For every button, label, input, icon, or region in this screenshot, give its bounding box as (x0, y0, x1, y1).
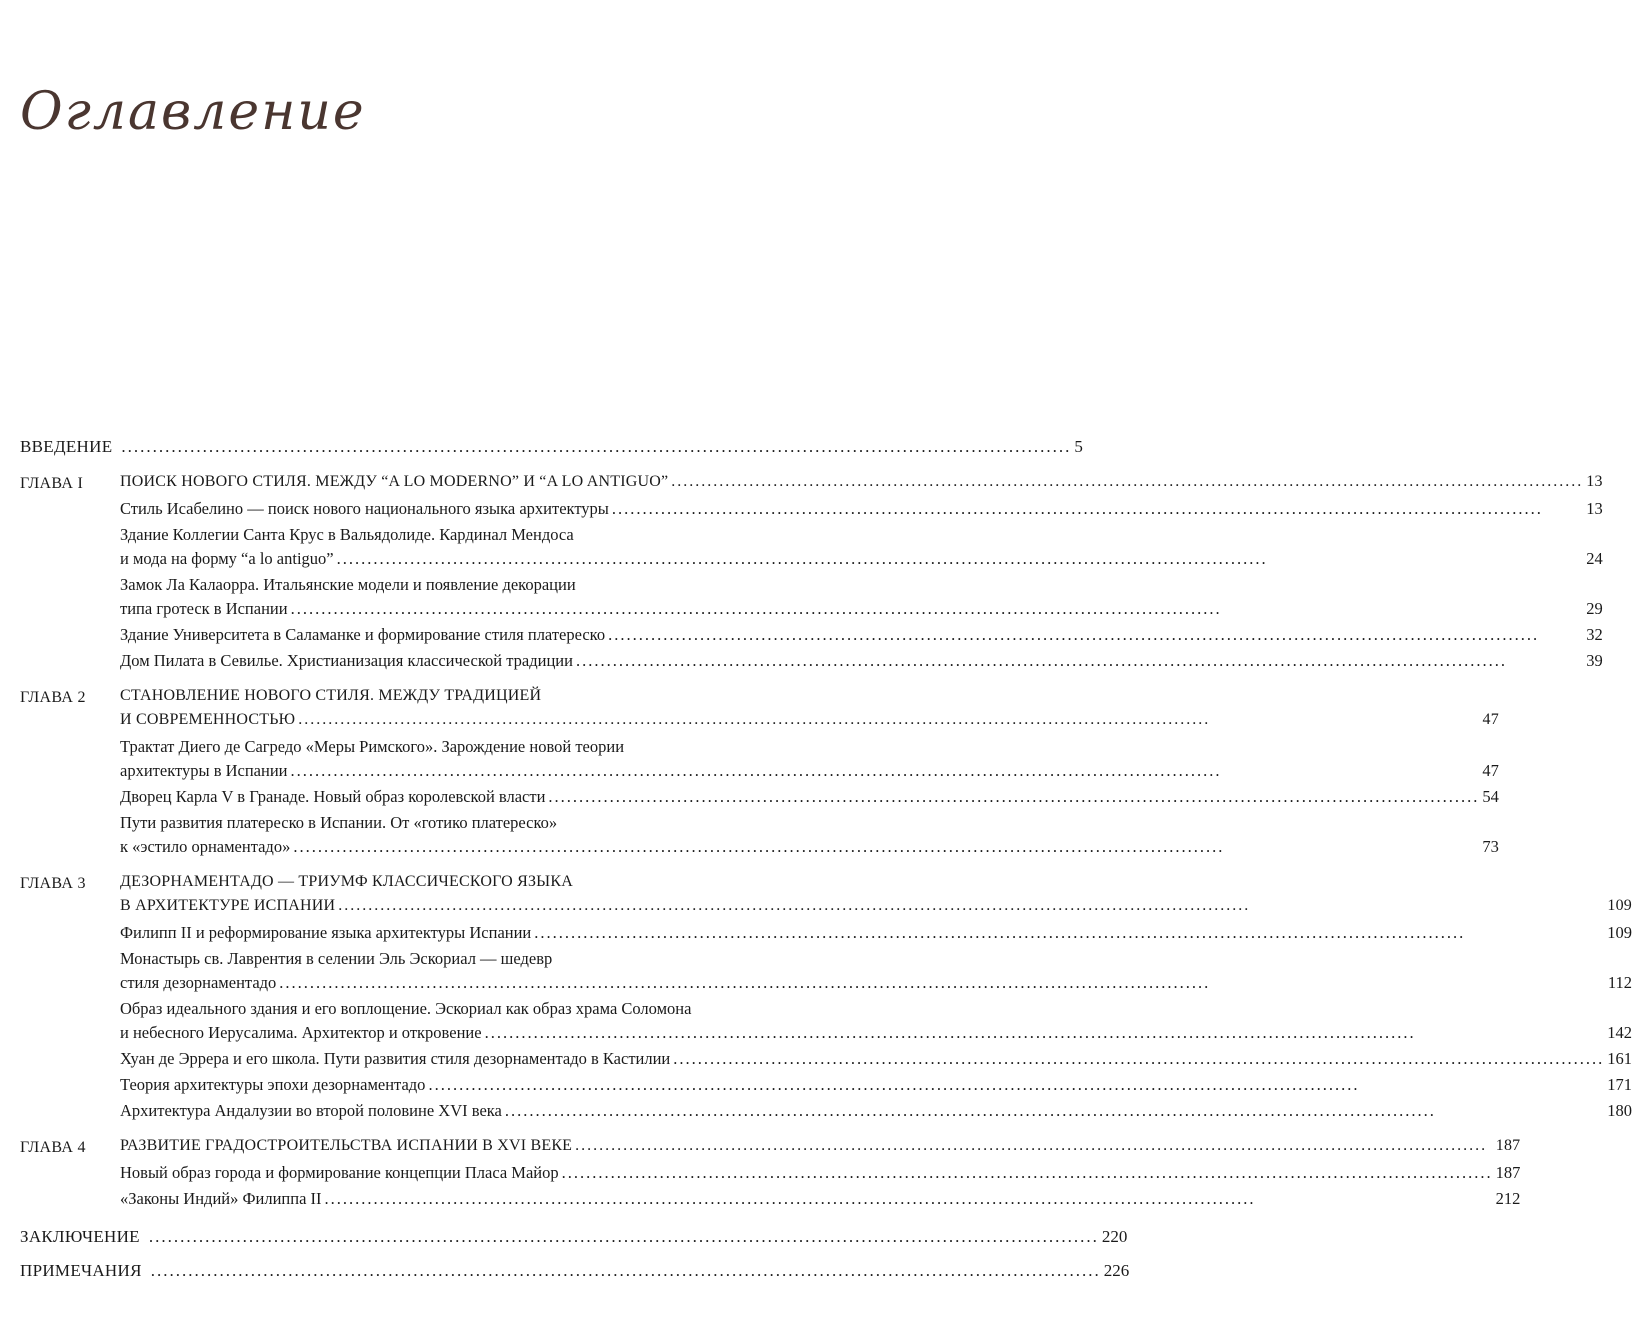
section-entry (120, 923, 1632, 947)
chapter-block (20, 873, 1632, 1127)
entry-text: Теория архитектуры эпохи дезорнаментадо (120, 1075, 426, 1094)
page-number: 161 (1607, 1049, 1632, 1068)
page-number: 212 (1495, 1189, 1521, 1208)
page-number: 73 (1482, 837, 1499, 856)
dot-leader (428, 1075, 1604, 1095)
entry-text: Дом Пилата в Севилье. Христианизация классической традиции (120, 651, 573, 670)
section-entry (120, 575, 1603, 623)
dot-leader (608, 625, 1583, 645)
dot-leader (291, 599, 1584, 619)
dot-leader (298, 711, 1479, 729)
dot-leader (337, 549, 1584, 569)
section-entry (120, 1189, 1520, 1213)
section-entry (120, 813, 1499, 861)
dot-leader (671, 473, 1583, 491)
chapter-title (120, 1137, 1520, 1161)
dot-leader (575, 1137, 1493, 1155)
chapter-label: ГЛАВА I (20, 475, 84, 492)
page-number: 39 (1586, 651, 1603, 670)
page-number: 142 (1607, 1023, 1632, 1042)
dot-leader (149, 1227, 1099, 1247)
entry-text: и небесного Иерусалима. Архитектор и откровение (120, 1023, 482, 1042)
dot-leader (325, 1189, 1493, 1209)
chapter-block (20, 687, 1499, 863)
entry-text: ПОИСК НОВОГО СТИЛЯ. МЕЖДУ “A LO MODERNO” И “A LO ANTIGUO” (120, 473, 669, 490)
chapter-title (120, 687, 1499, 735)
entry-text: И СОВРЕМЕННОСТЬЮ (120, 711, 296, 728)
entry-text: «Законы Индий» Филиппа II (120, 1189, 322, 1208)
chapter-label: ГЛАВА 4 (20, 1139, 86, 1156)
page-number: 226 (1103, 1261, 1130, 1280)
page-number: 112 (1607, 973, 1632, 992)
dot-leader (121, 437, 1071, 457)
dot-leader (548, 787, 1479, 807)
dot-leader (534, 923, 1604, 943)
page-number: 109 (1607, 923, 1632, 942)
page-number: 187 (1495, 1163, 1521, 1182)
section-entry (120, 1163, 1520, 1187)
page-number: 13 (1586, 473, 1603, 490)
entry-text: Трактат Диего де Сагредо «Меры Римского». Зарождение новой теории (120, 737, 625, 756)
chapter-title (120, 873, 1632, 921)
dot-leader (293, 837, 1479, 857)
dot-leader (576, 651, 1583, 671)
section-entry (120, 1101, 1632, 1125)
section-entry (120, 1075, 1632, 1099)
section-entry (120, 999, 1632, 1047)
entry-text: РАЗВИТИЕ ГРАДОСТРОИТЕЛЬСТВА ИСПАНИИ В XVI ВЕКЕ (120, 1137, 573, 1154)
page-number: 171 (1607, 1075, 1632, 1094)
entry-text: Стиль Исабелино — поиск нового национального языка архитектуры (120, 499, 609, 518)
section-entry (120, 651, 1603, 675)
toc-entry-conclusion (20, 1227, 1128, 1261)
entry-text: СТАНОВЛЕНИЕ НОВОГО СТИЛЯ. МЕЖДУ ТРАДИЦИЕЙ (120, 687, 542, 704)
chapter-list (20, 473, 1632, 1223)
entry-text: типа гротеск в Испании (120, 599, 288, 618)
page-number: 29 (1586, 599, 1603, 618)
toc-entry-intro (20, 437, 1083, 471)
entry-text: Образ идеального здания и его воплощение. Эскориал как образ храма Соломона (120, 999, 692, 1018)
page-number: 47 (1482, 711, 1499, 728)
entry-text: стиля дезорнаментадо (120, 973, 277, 992)
chapter-label: ГЛАВА 3 (20, 875, 86, 892)
dot-leader (612, 499, 1583, 519)
page-number: 13 (1586, 499, 1603, 518)
entry-text: Филипп II и реформирование языка архитектуры Испании (120, 923, 532, 942)
entry-text: ДЕЗОРНАМЕНТАДО — ТРИУМФ КЛАССИЧЕСКОГО ЯЗЫКА (120, 873, 573, 890)
entry-text: В АРХИТЕКТУРЕ ИСПАНИИ (120, 897, 336, 914)
entry-text: Пути развития платереско в Испании. От «готико платереско» (120, 813, 558, 832)
entry-text: Хуан де Эррера и его школа. Пути развития стиля дезорнаментадо в Кастилии (120, 1049, 671, 1068)
page-number: 180 (1607, 1101, 1632, 1120)
dot-leader (485, 1023, 1605, 1043)
chapter-label: ГЛАВА 2 (20, 689, 86, 706)
dot-leader (673, 1049, 1604, 1069)
page-number: 24 (1586, 549, 1603, 568)
entry-text: и мода на форму “a lo antiguo” (120, 549, 334, 568)
dot-leader (291, 761, 1480, 781)
entry-text: Здание Университета в Саламанке и формирование стиля платереско (120, 625, 606, 644)
entry-text: к «эстило орнаментадо» (120, 837, 291, 856)
section-entry (120, 1049, 1632, 1073)
section-entry (120, 625, 1603, 649)
section-entry (120, 737, 1499, 785)
page-number: 109 (1607, 897, 1632, 914)
toc-label: ПРИМЕЧАНИЯ (20, 1261, 142, 1280)
section-entry (120, 525, 1603, 573)
section-entry (120, 787, 1499, 811)
dot-leader (562, 1163, 1493, 1183)
entry-text: Архитектура Андалузии во второй половине XVI века (120, 1101, 502, 1120)
dot-leader (338, 897, 1604, 915)
dot-leader (279, 973, 1605, 993)
toc-label: ЗАКЛЮЧЕНИЕ (20, 1227, 140, 1246)
toc-label: ВВЕДЕНИЕ (20, 437, 113, 456)
section-entry (120, 499, 1603, 523)
entry-text: архитектуры в Испании (120, 761, 288, 780)
chapter-block (20, 1137, 1521, 1215)
section-entry (120, 949, 1632, 997)
entry-text: Здание Коллегии Санта Крус в Вальядолиде. Кардинал Мендоса (120, 525, 574, 544)
entry-text: Дворец Карла V в Гранаде. Новый образ королевской власти (120, 787, 546, 806)
dot-leader (151, 1261, 1101, 1281)
table-of-contents (20, 437, 1632, 1295)
toc-entry-notes (20, 1261, 1130, 1295)
dot-leader (505, 1101, 1604, 1121)
chapter-block (20, 473, 1603, 677)
page-number: 187 (1495, 1137, 1521, 1154)
entry-text: Монастырь св. Лаврентия в селении Эль Эскориал — шедевр (120, 949, 553, 968)
page-number: 47 (1482, 761, 1499, 780)
entry-text: Новый образ города и формирование концепции Пласа Майор (120, 1163, 559, 1182)
page-title: Оглавление (20, 82, 366, 142)
page-number: 32 (1586, 625, 1603, 644)
chapter-title (120, 473, 1603, 497)
page-number: 5 (1074, 437, 1083, 456)
page-number: 220 (1101, 1227, 1128, 1246)
entry-text: Замок Ла Калаорра. Итальянские модели и появление декорации (120, 575, 576, 594)
page-number: 54 (1482, 787, 1499, 806)
